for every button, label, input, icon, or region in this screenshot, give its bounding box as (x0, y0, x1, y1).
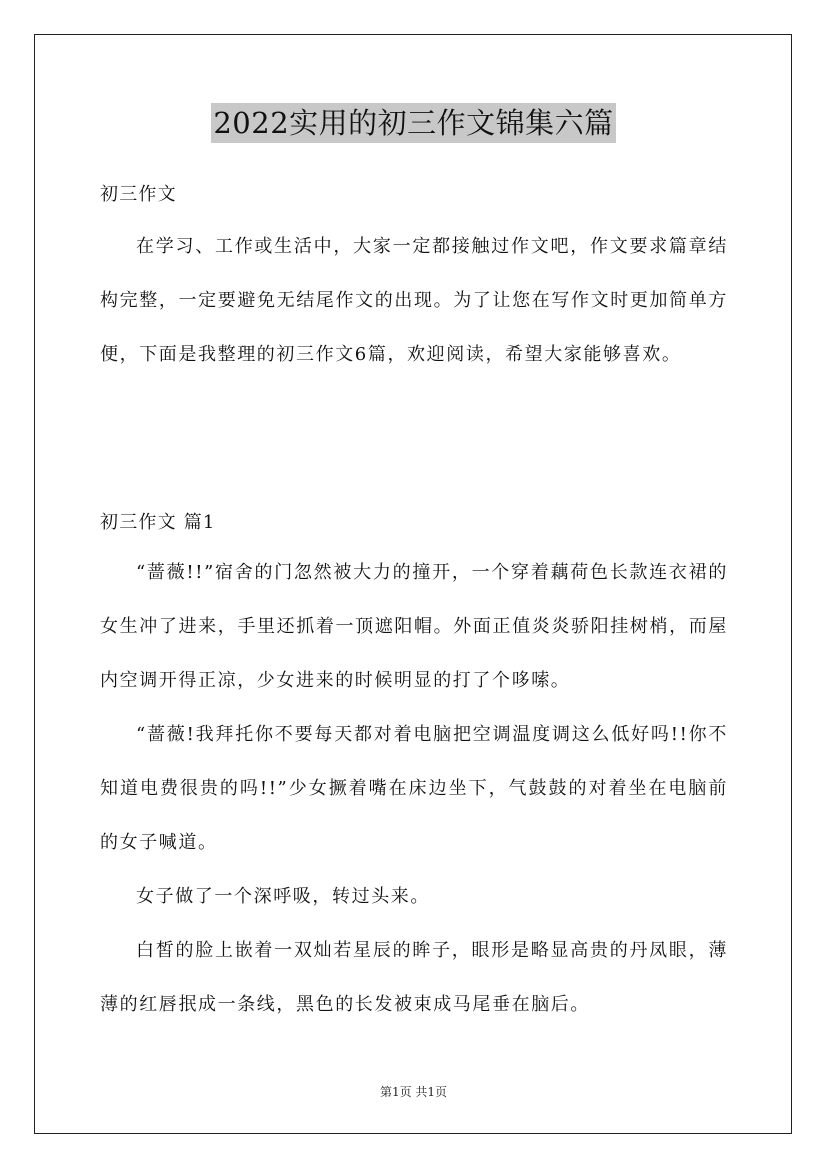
section1-body (100, 546, 728, 1032)
document-title: 2022实用的初三作文锦集六篇 (211, 103, 615, 143)
title-container (0, 103, 827, 143)
section1-paragraph: “蔷薇!!”宿舍的门忽然被大力的撞开，一个穿着藕荷色长款连衣裙的女生冲了进来，手里还抓着一顶遮阳帽。外面正值炎炎骄阳挂树梢，而屋内空调开得正凉，少女进来的时候明显的打了个哆嗦。 (100, 562, 728, 691)
section1-paragraph: “蔷薇!我拜托你不要每天都对着电脑把空调温度调这么低好吗!!你不知道电费很贵的吗!!”少女撅着嘴在床边坐下，气鼓鼓的对着坐在电脑前的女子喊道。 (100, 724, 728, 853)
intro-paragraph: 在学习、工作或生活中，大家一定都接触过作文吧，作文要求篇章结构完整，一定要避免无结尾作文的出现。为了让您在写作文时更加简单方便，下面是我整理的初三作文6篇，欢迎阅读，希望大家能够喜欢。 (100, 236, 728, 365)
section1-paragraph: 女子做了一个深呼吸，转过头来。 (136, 886, 430, 907)
section1-paragraph: 白皙的脸上嵌着一双灿若星辰的眸子，眼形是略显高贵的丹凤眼，薄薄的红唇抿成一条线，黑色的长发被束成马尾垂在脑后。 (100, 940, 728, 1015)
intro-body (100, 220, 728, 382)
intro-heading: 初三作文 (100, 184, 177, 205)
page-footer: 第1页 共1页 (379, 1085, 448, 1099)
section1-heading: 初三作文 篇1 (100, 512, 216, 533)
